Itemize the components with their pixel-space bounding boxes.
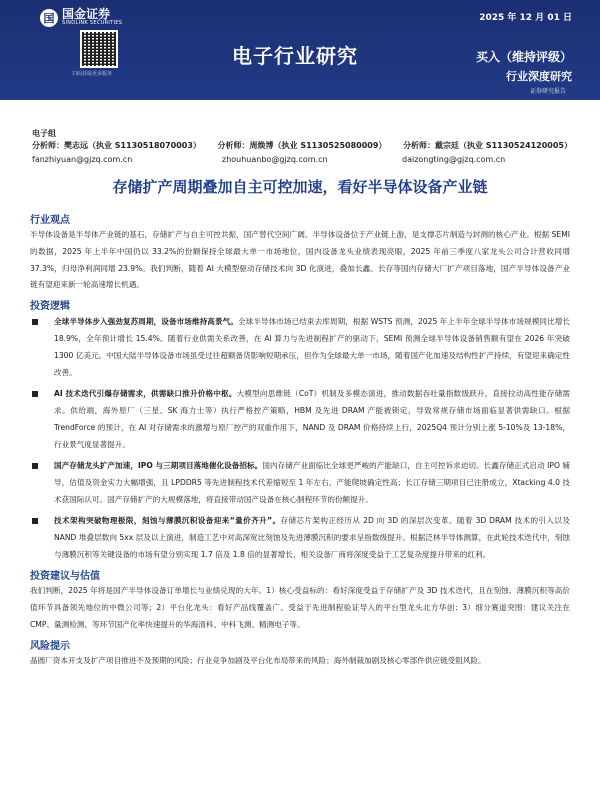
analyst-names [32,140,572,151]
report-date: 2025 年 12 月 01 日 [479,13,572,23]
list-item [30,313,570,381]
bullet-heading: 国产存储龙头扩产加速，IPO 与三期项目落地催化设备招标。 [54,461,263,471]
bullet-text: 大模型向思维链（CoT）机制及多模态演进，推动数据吞吐量指数级跃升，直接拉动高性能存储需求。供给端，海外原厂（三星、SK 海力士等）执行严格控产策略，HBM 及先进 DRAM 产能被锁定，导致常规存储市场面临显著供需缺口。根据 TrendForce 的预计，在 AI 对存储需求的激增与原厂控产的双重作用下，NAND 及 DRAM 价格持续上行，2025Q4 预计分别上涨 5-10%及 13-18%，行业景气度显著提升。 [54,389,571,450]
brand-logo-icon: 国 [40,9,58,27]
section-title-risk: 风险提示 [30,640,70,652]
advice-paragraph: 我们判断，2025 年将是国产半导体设备订单增长与业绩兑现的大年。1）核心受益标的：看好深度受益于存储扩产及 3D 技术迭代，且在刻蚀、薄膜沉积等高价值环节具备领先地位的中微公司等；2）平台化龙头：看好产品线覆盖广、受益于先进制程验证导入的平台型龙头北方华创；3）细分赛道突围：建议关注在 CMP、量测检测、等环节国产化率快速提升的华海清科、中科飞测、精测电子等。 [30,586,570,629]
qr-code-icon [80,30,118,68]
analyst-email[interactable]: daizongting@gjzq.com.cn [402,155,506,164]
bullet-heading: AI 技术迭代引爆存储需求，供需缺口推升价格中枢。 [54,389,237,399]
bullet-text: 国内存储产业面临比全球更严峻的产能缺口，自主可控诉求迫切。长鑫存储正式启动 IPO 辅导，估值及资金实力大幅增强，且 LPDDR5 等先进制程技术代差缩短至 1 年左右，产能爬坡确定性高；长江存储三期项目已注册成立，Xtacking 4.0 技术获国际认可。国产存储扩产的大规模落地，将直接带动国产设备在核心制程环节的份额提升。 [54,461,570,505]
risk-paragraph: 晶圆厂资本开支及扩产项目推进不及预期的风险；行业竞争加剧及平台化布局带来的风险；海外制裁加剧及核心零部件供应链受阻风险。 [30,655,486,665]
report-subtitle: 证券研究报告 [529,88,566,95]
brand-name: 国金证券 [62,7,111,21]
analyst-email[interactable]: zhouhuanbo@gjzq.com.cn [222,155,328,164]
view-paragraph: 半导体设备是半导体产业链的基石，存储扩产与自主可控共振，国产替代空间广阔。半导体设备位于产业链上游，是支撑芯片制造与封测的核心产业。根据 SEMI 的数据，2025 年上半年中国仍以 33.2%的份额保持全球最大单一市场地位，国内设备龙头业绩表现亮眼，2025 年前三季度八家龙头公司合计营收同增 37.3%，归母净利润同增 23.9%。我们判断，随着 AI 大模型驱动存储技术向 3D 化演进，叠加长鑫、长存等国内存储大厂扩产项目落地，国产半导体设备产业链有望迎来新一轮高速增长机遇。 [30,230,570,290]
bullet-text: 全球半导体市场已结束去库周期，根据 WSTS 预测，2025 年上半年全球半导体市场规模同比增长 18.9%，全年预计增长 15.4%。随着行业供需关系改善，在 AI 算力与先进制程扩产的驱动下，SEMI 预测全球半导体设备销售额有望在 2026 年突破 1300 亿美元。中国大陆半导体设备市场虽受过往超额备货影响短期承压，但作为全球最大单一市场，随着国产化加速及结构性扩产持续，有望迎来确定性改善。 [54,317,570,378]
analyst-block [32,128,572,164]
logic-list [30,313,570,563]
analyst-email[interactable]: fanzhiyuan@gjzq.com.cn [32,155,133,164]
section-title-view: 行业观点 [30,215,70,226]
analyst-group: 电子组 [32,129,56,138]
bullet-icon [32,391,38,397]
report-header [0,0,600,100]
report-type: 行业深度研究 [506,70,572,83]
list-item [30,457,570,508]
bullet-heading: 技术架构突破物理极限，刻蚀与薄膜沉积设备迎来“量价齐升”。 [54,516,281,526]
bullet-heading: 全球半导体步入强劲复苏周期，设备市场维持高景气。 [54,317,238,327]
analyst-label: 分析师：周焕博（执业 S1130525080009） [217,141,387,150]
page-title: 电子行业研究 [232,44,358,68]
brand-logo [40,8,122,27]
analyst-emails [32,155,572,164]
rating-badge: 买入（维持评级） [475,50,572,64]
report-body [30,208,570,669]
list-item [30,512,570,563]
analyst-label: 分析师：戴宗廷（执业 S1130524120005） [403,141,572,150]
analyst-label: 分析师：樊志远（执业 S1130518070003） [32,141,201,150]
list-item [30,385,570,453]
report-headline: 存储扩产周期叠加自主可控加速，看好半导体设备产业链 [112,178,488,196]
section-title-advice: 投资建议与估值 [30,571,100,583]
bullet-icon [32,518,38,524]
qr-label: 扫码获取更多服务 [72,71,113,77]
bullet-icon [32,463,38,469]
bullet-icon [32,319,38,325]
bullet-text: 存储芯片架构正经历从 2D 向 3D 的深层次变革。随着 3D DRAM 技术的引入以及 NAND 堆叠层数向 5xx 层及以上演进，制造工艺中对高深宽比刻蚀及先进薄膜沉积的要求呈指数级提升。根据泛林半导体测算，在此轮技术迭代中，刻蚀与薄膜沉积等关键设备的市场有望分别实现 1.7 倍及 1.8 倍的显著增长，相关设备厂商将深度受益于工艺复杂度提升带来的红利。 [54,516,570,560]
section-title-logic: 投资逻辑 [30,301,70,313]
brand-sub: SINOLINK SECURITIES [62,20,123,26]
